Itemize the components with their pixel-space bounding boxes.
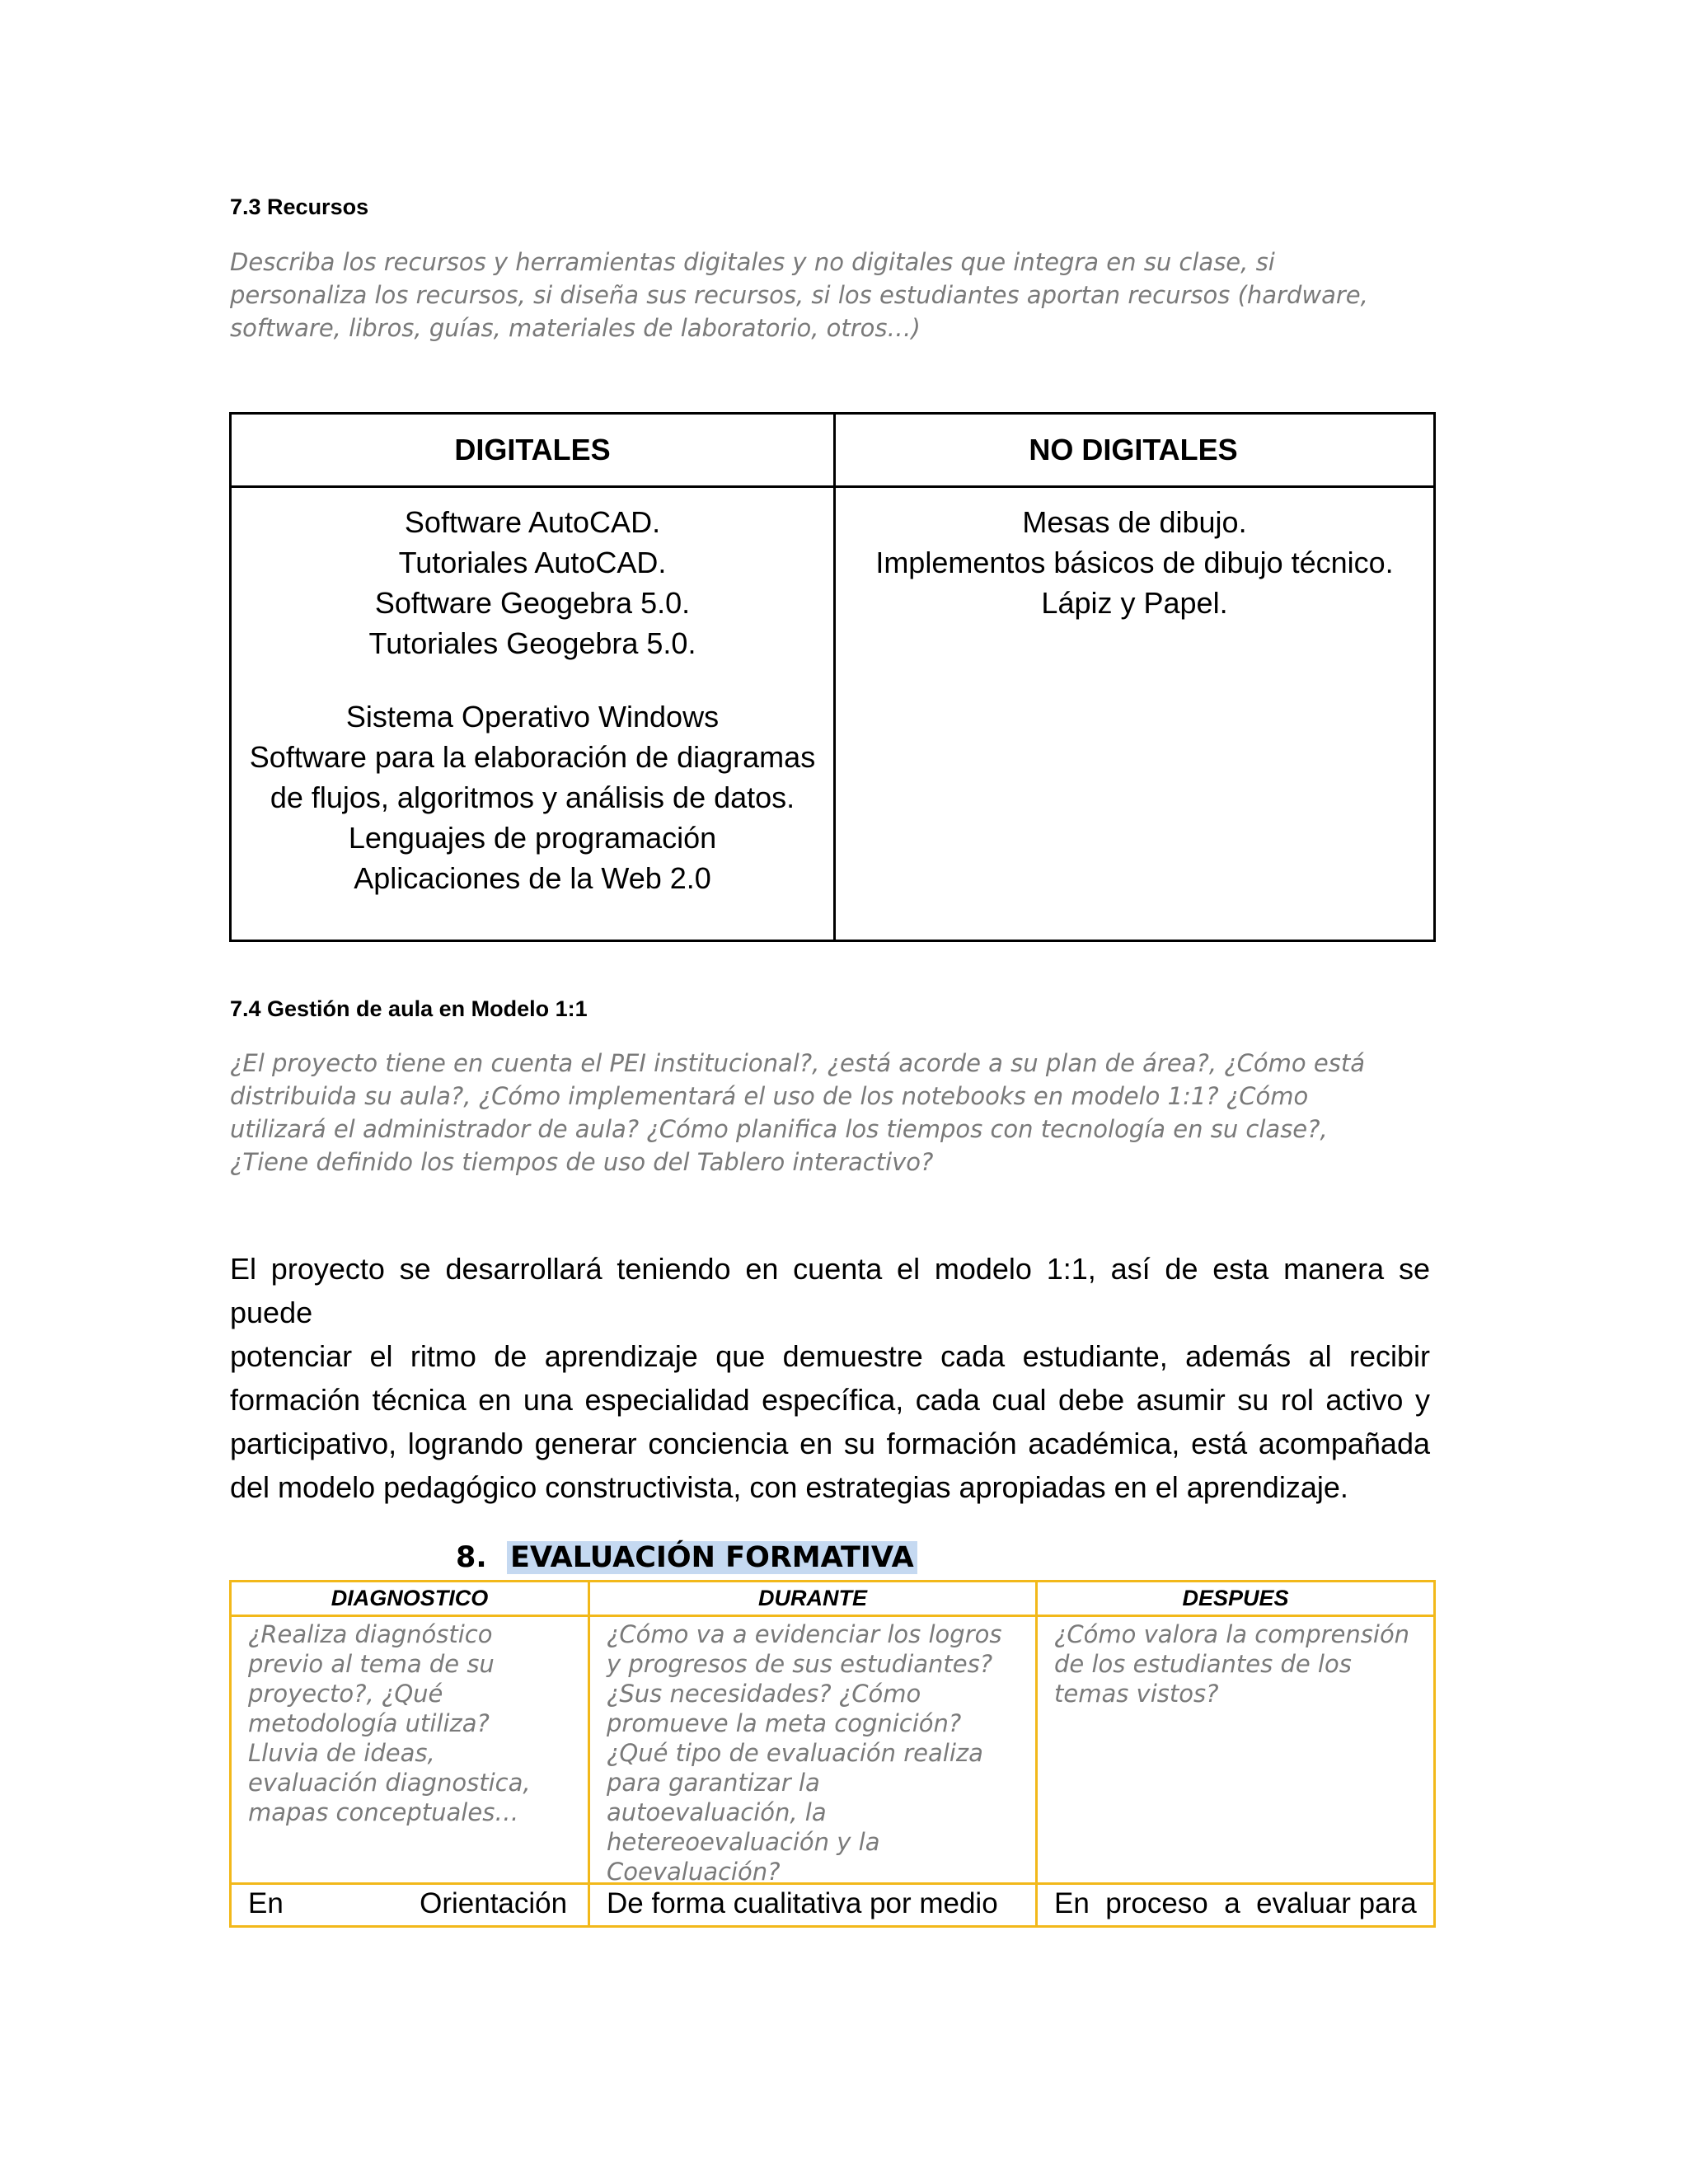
prompt-line: software, libros, guías, materiales de laboratorio, otros…) (230, 314, 921, 342)
prompt-line: ¿Realiza diagnóstico (248, 1620, 493, 1648)
prompt-line: Lluvia de ideas, (248, 1739, 435, 1767)
prompt-line: de los estudiantes de los (1054, 1650, 1352, 1678)
prompt-line: metodología utiliza? (248, 1709, 490, 1737)
paragraph-line: El proyecto se desarrollará teniendo en cuenta el modelo 1:1, así de esta manera se puede (230, 1252, 1430, 1329)
section-7-4-prompt (230, 1047, 1450, 1179)
prompt-line: personaliza los recursos, si diseña sus recursos, si los estudiantes aportan recursos (hardware, (230, 281, 1368, 309)
prompt-line: mapas conceptuales… (248, 1798, 519, 1826)
prompt-line: temas vistos? (1054, 1680, 1219, 1708)
prompt-line: ¿Tiene definido los tiempos de uso del Tablero interactivo? (230, 1148, 934, 1176)
section-number: 8. (456, 1541, 487, 1574)
resource-item: Lenguajes de programación (348, 821, 717, 855)
header-no-digitales: NO DIGITALES (833, 415, 1433, 488)
evaluation-table (229, 1580, 1436, 1928)
prompt-line: distribuida su aula?, ¿Cómo implementará el uso de los notebooks en modelo 1:1? ¿Cómo (230, 1082, 1309, 1110)
durante-prompt (607, 1619, 1031, 1886)
header-diagnostico: DIAGNOSTICO (331, 1586, 489, 1610)
resources-table (229, 412, 1436, 942)
row-divider (232, 1615, 1433, 1617)
column-divider (833, 415, 836, 940)
despues-prompt (1054, 1619, 1429, 1708)
prompt-line: promueve la meta cognición? (607, 1709, 962, 1737)
resource-item: Implementos básicos de dibujo técnico. (875, 546, 1394, 579)
prompt-line: evaluación diagnostica, (248, 1769, 531, 1797)
prompt-line: autoevaluación, la (607, 1798, 827, 1826)
resource-item: Tutoriales AutoCAD. (398, 546, 667, 579)
paragraph-line: del modelo pedagógico constructivista, con estrategias apropiadas en el aprendizaje. (230, 1470, 1348, 1504)
section-7-3-prompt (230, 246, 1450, 344)
header-digitales: DIGITALES (232, 415, 833, 488)
prompt-line: proyecto?, ¿Qué (248, 1680, 443, 1708)
prompt-line: ¿Sus necesidades? ¿Cómo (607, 1680, 921, 1708)
section-heading-8 (456, 1541, 917, 1574)
diagnostico-prompt (248, 1619, 582, 1827)
resource-item: Lápiz y Papel. (1041, 586, 1228, 620)
section-title-highlighted: EVALUACIÓN FORMATIVA (507, 1541, 917, 1574)
prompt-line: y progresos de sus estudiantes? (607, 1650, 993, 1678)
prompt-line: Coevaluación? (607, 1858, 781, 1886)
prompt-line: ¿Qué tipo de evaluación realiza (607, 1739, 983, 1767)
section-heading-7-3: 7.3 Recursos (230, 194, 369, 219)
column-divider (588, 1582, 590, 1925)
prompt-line: Describa los recursos y herramientas digitales y no digitales que integra en su clase, si (230, 248, 1275, 276)
paragraph-line: potenciar el ritmo de aprendizaje que demuestre cada estudiante, además al recibir (230, 1339, 1430, 1373)
header-despues: DESPUES (1182, 1586, 1289, 1610)
prompt-line: ¿Cómo valora la comprensión (1054, 1620, 1410, 1648)
section-heading-7-4: 7.4 Gestión de aula en Modelo 1:1 (230, 996, 588, 1021)
resource-item: Tutoriales Geogebra 5.0. (368, 626, 696, 660)
prompt-line: ¿Cómo va a evidenciar los logros (607, 1620, 1002, 1648)
digitales-cell (232, 502, 833, 898)
resource-item: Software para la elaboración de diagramas (249, 740, 816, 774)
paragraph-line: participativo, logrando generar conciencia en su formación académica, está acompañada (230, 1427, 1430, 1460)
prompt-line: previo al tema de su (248, 1650, 495, 1678)
diagnostico-answer: En Orientación (248, 1887, 568, 1919)
resource-item: de flujos, algoritmos y análisis de datos. (270, 780, 795, 814)
column-divider (1035, 1582, 1038, 1925)
no-digitales-cell (836, 502, 1433, 623)
paragraph-line: formación técnica en una especialidad específica, cada cual debe asumir su rol activo y (230, 1383, 1430, 1417)
resource-item: Software Geogebra 5.0. (374, 586, 691, 620)
resource-item: Aplicaciones de la Web 2.0 (354, 861, 711, 895)
resource-item: Software AutoCAD. (404, 505, 661, 539)
prompt-line: ¿El proyecto tiene en cuenta el PEI institucional?, ¿está acorde a su plan de área?, ¿Cómo está (230, 1049, 1365, 1077)
despues-answer: En proceso a evaluar para (1054, 1887, 1417, 1919)
resource-item: Mesas de dibujo. (1022, 505, 1247, 539)
section-7-4-paragraph (230, 1247, 1430, 1509)
header-durante: DURANTE (758, 1586, 867, 1610)
prompt-line: utilizará el administrador de aula? ¿Cómo planifica los tiempos con tecnología en su clase?, (230, 1115, 1328, 1143)
prompt-line: hetereoevaluación y la (607, 1828, 880, 1856)
resource-item: Sistema Operativo Windows (345, 700, 720, 733)
prompt-line: para garantizar la (607, 1769, 820, 1797)
durante-answer: De forma cualitativa por medio (607, 1887, 998, 1919)
